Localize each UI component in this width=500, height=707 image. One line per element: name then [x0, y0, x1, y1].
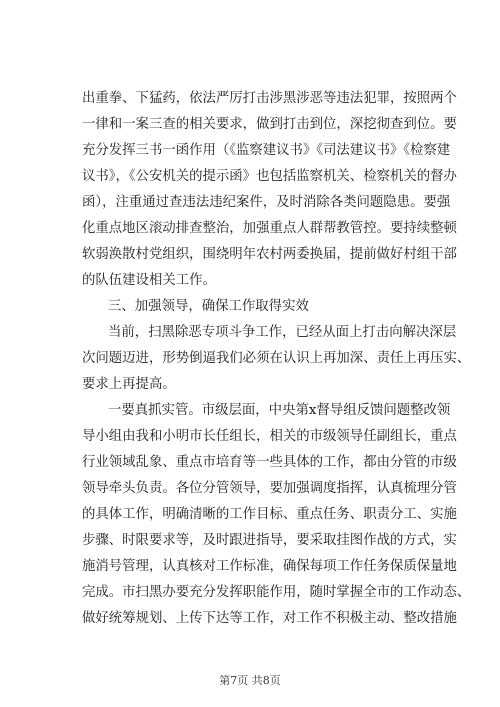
text-line: 充分发挥三书一函作用（《监察建议书》《司法建议书》《检察建: [82, 143, 451, 158]
text-line: 领导牵头负责。各位分管领导，要加强调度指挥，认真梳理分管: [82, 481, 457, 496]
document-body: [82, 86, 471, 632]
text-line: 做好统筹规划、上传下达等工作，对工作不积极主动、整改措施: [82, 611, 457, 626]
text-line: 行业领域乱象、重点市培育等一些具体的工作，都由分管的市级: [82, 455, 457, 470]
text-line: 的具体工作，明确清晰的工作目标、重点任务、职责分工、实施: [82, 507, 457, 522]
text-line: 次问题迈进，形势倒逼我们必须在认识上再加深、责任上再压实、: [82, 351, 471, 366]
text-line: 一要真抓实管。市级层面，中央第x督导组反馈问题整改领: [108, 403, 451, 418]
page-number: 第7页 共8页: [219, 674, 281, 687]
text-line: 完成。市扫黑办要充分发挥职能作用，随时掌握全市的工作动态、: [82, 585, 471, 600]
text-line: 议书》，《公安机关的提示函》也包括监察机关、检察机关的督办: [82, 169, 457, 184]
text-line: 的队伍建设相关工作。: [82, 273, 216, 288]
text-line: 步骤、时限要求等，及时跟进指导，要采取挂图作战的方式，实: [82, 533, 457, 548]
text-line: 要求上再提高。: [82, 377, 176, 392]
section-heading: 三、加强领导，确保工作取得实效: [108, 299, 309, 314]
text-line: 导小组由我和小明市长任组长，相关的市级领导任副组长，重点: [82, 429, 457, 444]
text-line: 函），注重通过查违法违纪案件，及时消除各类问题隐患。要强: [82, 195, 451, 210]
text-line: 软弱涣散村党组织，围绕明年农村两委换届，提前做好村组干部: [82, 247, 457, 262]
text-line: 出重拳、下猛药，依法严厉打击涉黑涉恶等违法犯罪，按照两个: [82, 91, 457, 106]
text-line: 当前，扫黑除恶专项斗争工作，已经从面上打击向解决深层: [108, 325, 457, 340]
text-line: 化重点地区滚动排查整治，加强重点人群帮教管控。要持续整顿: [82, 221, 457, 236]
text-line: 一律和一案三查的相关要求，做到打击到位，深挖彻查到位。要: [82, 117, 457, 132]
text-line: 施消号管理，认真核对工作标准，确保每项工作任务保质保量地: [82, 559, 457, 574]
